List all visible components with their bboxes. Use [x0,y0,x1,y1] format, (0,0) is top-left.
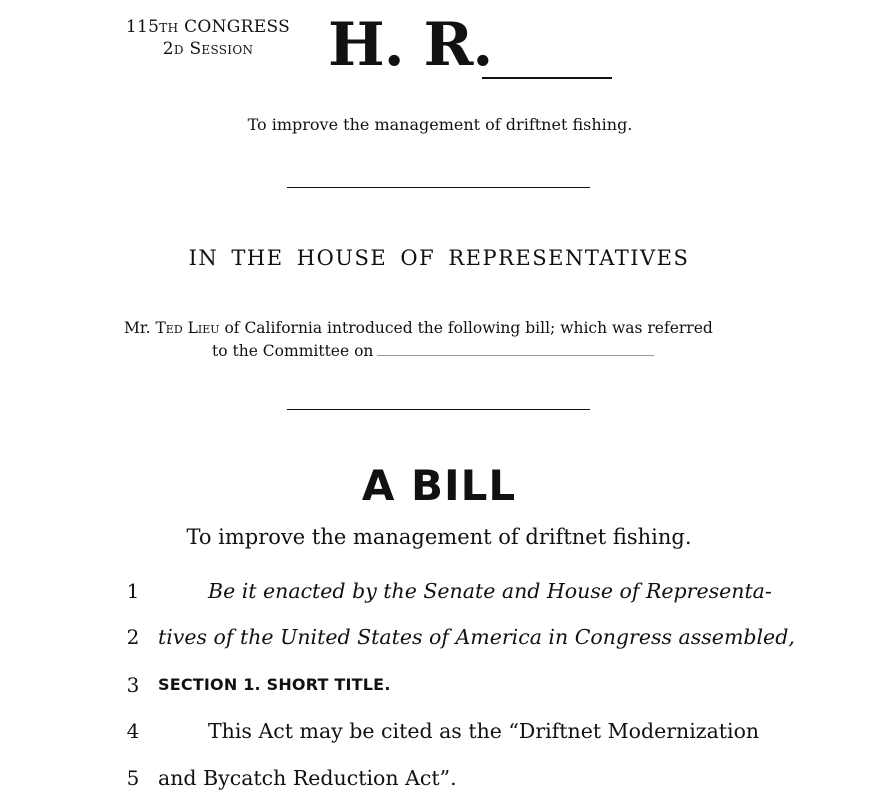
line-number: 2 [126,625,140,649]
divider-rule [287,409,590,410]
introduction-text: of California introduced the following bill; which was referred [224,319,713,337]
chamber-heading: IN THE HOUSE OF REPRESENTATIVES [188,246,690,270]
session-word: Session [189,39,254,59]
committee-blank [377,343,654,356]
bill-line [0,716,888,748]
congress-word: CONGRESS [184,17,291,37]
session-number: 2d [162,39,184,59]
line-number: 4 [126,719,140,743]
bill-line [0,576,888,608]
enacting-clause-continued: tives of the United States of America in Congress assembled, [158,625,795,649]
committee-label: to the Committee on [212,342,374,360]
bill-line [0,763,888,795]
bill-heading: A BILL [361,461,517,510]
bill-number-blank [482,77,612,79]
introduction-line-1 [124,317,764,340]
sponsor-prefix: Mr. [124,319,151,337]
bill-designation: H. R. [328,10,493,80]
section-heading: SECTION 1. SHORT TITLE. [158,675,391,694]
short-title-text-continued: and Bycatch Reduction Act”. [158,766,457,790]
divider-rule [287,187,590,188]
line-number: 3 [126,673,140,697]
introduction-paragraph [124,317,764,363]
session-line [110,38,306,60]
line-number: 1 [126,579,140,603]
bill-line [0,622,888,654]
congress-number: 115th [125,17,179,37]
line-number: 5 [126,766,140,790]
introduction-line-2 [124,340,764,363]
congress-session-block [110,16,306,60]
bill-purpose: To improve the management of driftnet fishing. [186,525,692,549]
bill-line [0,670,888,702]
purpose-summary: To improve the management of driftnet fishing. [247,115,633,134]
sponsor-name: Ted Lieu [155,319,220,337]
enacting-clause: Be it enacted by the Senate and House of Representa- [208,579,772,603]
congress-line [110,16,306,38]
short-title-text: This Act may be cited as the “Driftnet Modernization [208,719,760,743]
